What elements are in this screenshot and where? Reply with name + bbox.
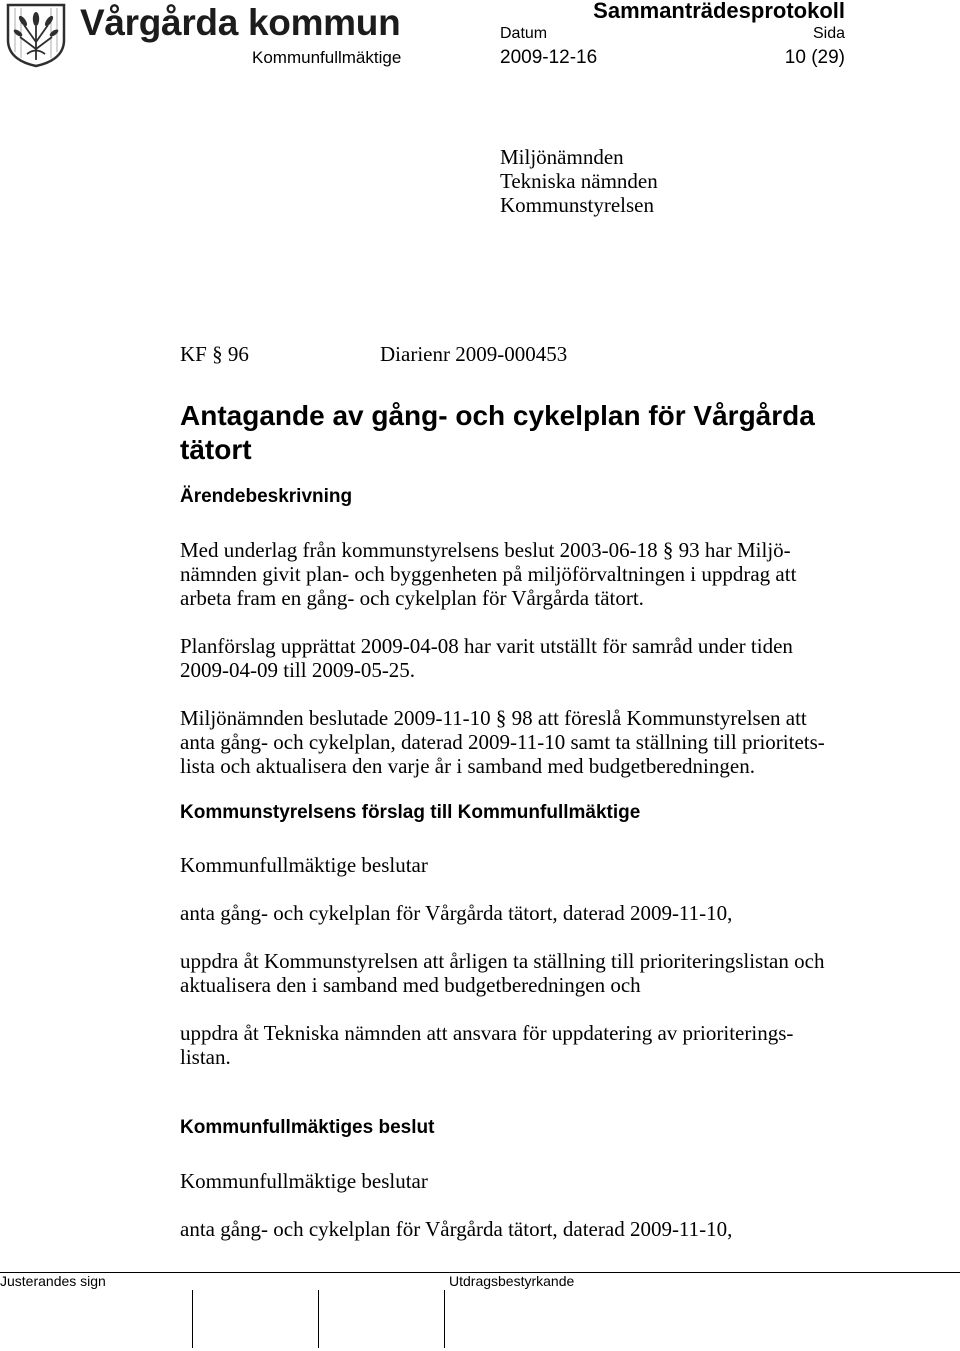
page-number: 10 (29) [784, 47, 845, 68]
recipient: Kommunstyrelsen [500, 193, 654, 217]
description-heading: Ärendebeskrivning [180, 486, 353, 507]
text-line: anta gång- och cykelplan, daterad 2009-11-10 samt ta ställning till prioritets- [180, 730, 825, 754]
recipient: Miljönämnden [500, 145, 624, 169]
recipient-list [500, 145, 658, 217]
signature-box-divider [192, 1290, 193, 1348]
text-line: anta gång- och cykelplan för Vårgårda tätort, daterad 2009-11-10, [180, 901, 733, 925]
document-type: Sammanträdesprotokoll [593, 0, 845, 23]
signature-label: Justerandes sign [0, 1273, 106, 1289]
coat-of-arms-icon [5, 2, 67, 68]
proposal-intro: Kommunfullmäktige beslutar [180, 853, 428, 877]
proposal-item [180, 901, 732, 925]
description-paragraph [180, 706, 825, 778]
case-title-line: Antagande av gång- och cykelplan för Vårgårda [180, 400, 815, 431]
decision-heading: Kommunfullmäktiges beslut [180, 1117, 435, 1138]
text-line: listan. [180, 1045, 231, 1069]
description-paragraph [180, 634, 793, 682]
signature-box-divider [318, 1290, 319, 1348]
assembly-name: Kommunfullmäktige [252, 48, 402, 67]
text-line: Miljönämnden beslutade 2009-11-10 § 98 att föreslå Kommunstyrelsen att [180, 706, 807, 730]
text-line: Planförslag upprättat 2009-04-08 har varit utställt för samråd under tiden [180, 634, 793, 658]
text-line: arbeta fram en gång- och cykelplan för Vårgårda tätort. [180, 586, 644, 610]
recipient: Tekniska nämnden [500, 169, 658, 193]
meeting-date: 2009-12-16 [500, 47, 598, 68]
page-label: Sida [812, 25, 845, 42]
text-line: Med underlag från kommunstyrelsens beslut 2003-06-18 § 93 har Miljö- [180, 538, 791, 562]
case-title-line: tätort [180, 434, 252, 465]
decision-intro: Kommunfullmäktige beslutar [180, 1169, 428, 1193]
text-line: 2009-04-09 till 2009-05-25. [180, 658, 416, 682]
text-line: lista och aktualisera den varje år i samband med budgetberedningen. [180, 754, 755, 778]
text-line: uppdra åt Kommunstyrelsen att årligen ta ställning till prioriteringslistan och [180, 949, 825, 973]
text-line: uppdra åt Tekniska nämnden att ansvara för uppdatering av prioriterings- [180, 1021, 794, 1045]
text-line: nämnden givit plan- och byggenheten på miljöförvaltningen i uppdrag att [180, 562, 797, 586]
text-line: aktualisera den i samband med budgetberedningen och [180, 973, 641, 997]
text-line: anta gång- och cykelplan för Vårgårda tätort, daterad 2009-11-10, [180, 1217, 733, 1241]
date-label: Datum [500, 25, 548, 42]
proposal-item [180, 1021, 793, 1069]
description-paragraph [180, 538, 796, 610]
proposal-item [180, 949, 824, 997]
proposal-heading: Kommunstyrelsens förslag till Kommunfullmäktige [180, 802, 641, 823]
certification-label: Utdragsbestyrkande [449, 1273, 575, 1289]
signature-box-divider [444, 1290, 445, 1348]
diary-number: Diarienr 2009-000453 [380, 342, 568, 366]
case-paragraph-number: KF § 96 [180, 342, 249, 366]
decision-item [180, 1217, 732, 1241]
organization-name: Vårgårda kommun [80, 2, 401, 43]
case-title [180, 399, 815, 467]
